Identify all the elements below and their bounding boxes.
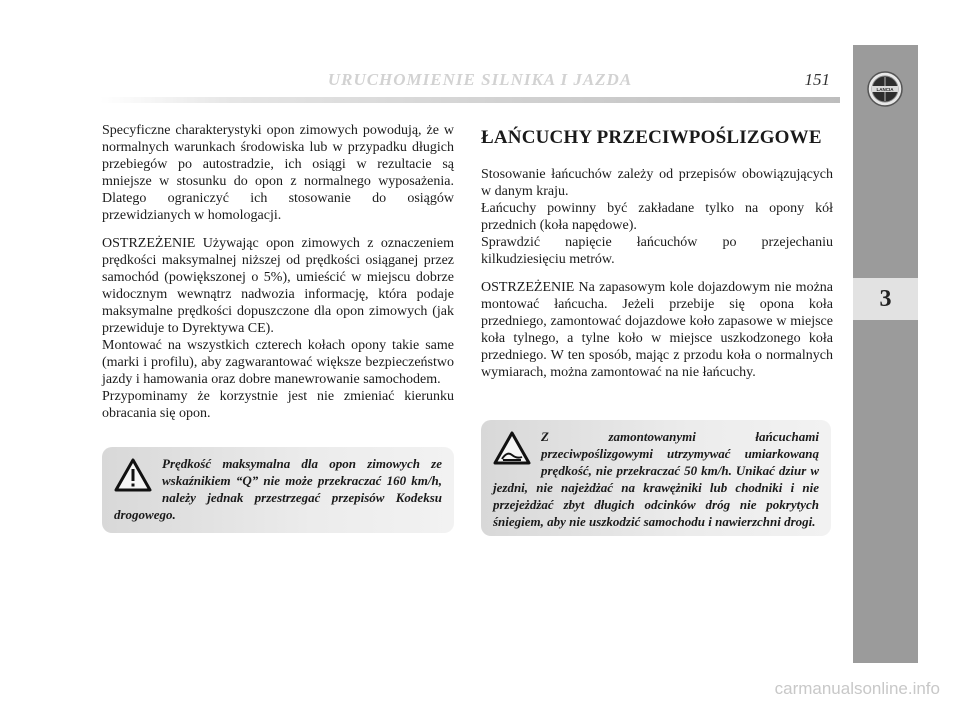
chapter-sidebar — [853, 45, 918, 663]
paragraph: Montować na wszystkich czterech kołach opony takie same (marki i profilu), aby zagwarantować większe bezpieczeństwo jazdy i hamowania oraz dobre manewrowanie samochodem. — [102, 338, 454, 387]
chains-warning-box — [481, 420, 831, 536]
left-column — [102, 122, 454, 433]
speed-warning-box — [102, 447, 454, 533]
warning-triangle-icon — [114, 457, 152, 493]
right-column — [481, 122, 833, 392]
paragraph: Stosowanie łańcuchów zależy od przepisów obowiązujących w danym kraju. — [481, 167, 833, 199]
warning-text: Z zamontowanymi łańcuchami przeciwpoślizgowymi utrzymywać umiarkowaną prędkość, nie przekraczać 50 km/h. Unikać dziur w jezdni, nie najeżdżać na krawężniki lub chodniki i nie przejeżdżać zbyt długich odcinków dróg nie pokrytych śniegiem, aby nie uszkodzić samochodu i nawierzchni drogi. — [493, 429, 819, 529]
warning-text: Prędkość maksymalna dla opon zimowych ze wskaźnikiem “Q” nie może przekraczać 160 km/h, należy jednak przestrzegać przepisów Kodeksu drogowego. — [114, 456, 442, 522]
section-header-title: URUCHOMIENIE SILNIKA I JAZDA — [327, 70, 633, 89]
warning-triangle-icon — [493, 430, 531, 466]
paragraph: Sprawdzić napięcie łańcuchów po przejechaniu kilkudziesięciu metrów. — [481, 235, 833, 267]
paragraph: OSTRZEŻENIE Używając opon zimowych z oznaczeniem prędkości maksymalnej niższej od prędkości osiąganej przez samochód (powiększonej o 5%), umieścić w miejscu dobrze widocznym wewnątrz nadwozia informację, która podaje maksymalne prędkości dopuszczone dla opon zimowych (jak przewiduje to Dyrektywa CE). — [102, 236, 454, 336]
paragraph: Łańcuchy powinny być zakładane tylko na opony kół przednich (koła napędowe). — [481, 201, 833, 233]
watermark: carmanualsonline.info — [774, 679, 940, 698]
paragraph: OSTRZEŻENIE Na zapasowym kole dojazdowym nie można montować łańcucha. Jeżeli przebije się opona koła przedniego, zamontować dojazdowe koło zapasowe w miejsce koła tylnego, a tylne koło w miejsce uszkodzonego koła przedniego. W ten sposób, mając z przodu koła o normalnych wymiarach, można zamontować na nie łańcuchy. — [481, 280, 833, 380]
page-number: 151 — [804, 70, 830, 89]
paragraph: Przypominamy że korzystnie jest nie zmieniać kierunku obracania się opon. — [102, 389, 454, 421]
chapter-number-tab[interactable]: 3 — [853, 278, 918, 320]
paragraph: Specyficzne charakterystyki opon zimowych powodują, że w normalnych warunkach środowiska lub w przypadku długich przebiegów po autostradzie, ich osiągi w rezultacie są mniejsze w stosunku do opon z normalnego wyposażenia. Dlatego ograniczyć ich stosowanie do osiągów przewidzianych w homologacji. — [102, 123, 454, 223]
logo-text: LANCIA — [876, 87, 894, 92]
header-divider — [100, 97, 840, 103]
section-title: ŁAŃCUCHY PRZECIWPOŚLIZGOWE — [481, 127, 822, 148]
lancia-logo-icon — [866, 70, 904, 108]
